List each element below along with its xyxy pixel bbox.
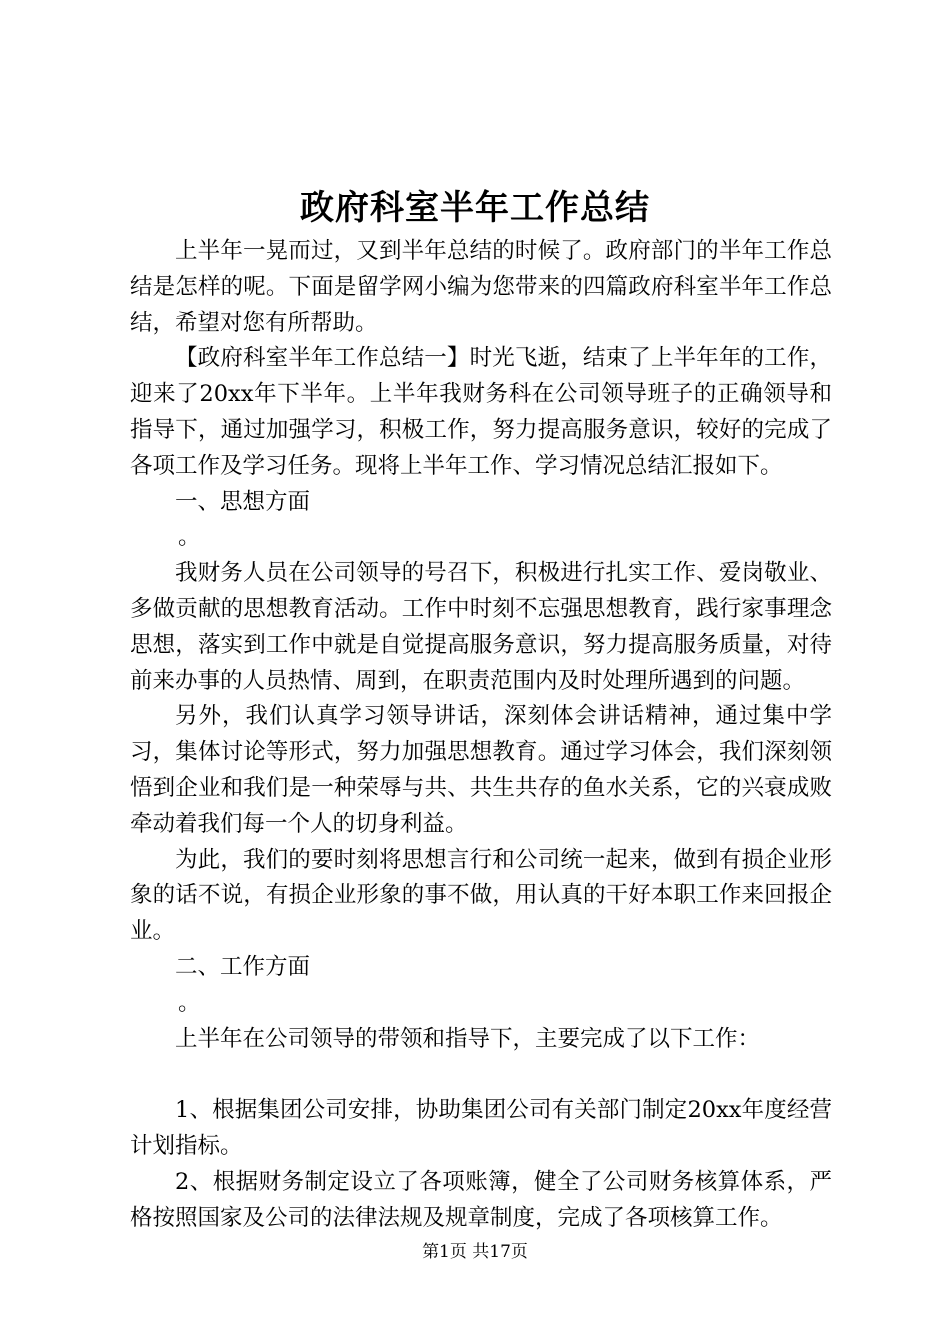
page-footer: 第1页 共17页 bbox=[422, 1242, 528, 1262]
paragraph-work-item-1: 1、根据集团公司安排，协助集团公司有关部门制定20xx年度经营计划指标。 bbox=[130, 1097, 832, 1159]
section-heading-work: 二、工作方面 bbox=[175, 953, 311, 980]
paragraph-thought-2: 另外，我们认真学习领导讲话，深刻体会讲话精神，通过集中学习，集体讨论等形式，努力加强思想教育。通过学习体会，我们深刻领悟到企业和我们是一种荣辱与共、共生共存的鱼水关系，它的兴衰成败牵动着我们每一个人的切身利益。 bbox=[130, 703, 832, 837]
paragraph-summary-one: 【政府科室半年工作总结一】时光飞逝，结束了上半年年的工作，迎来了20xx年下半年。上半年我财务科在公司领导班子的正确领导和指导下，通过加强学习，积极工作，努力提高服务意识，较好的完成了各项工作及学习任务。现将上半年工作、学习情况总结汇报如下。 bbox=[130, 345, 832, 479]
paragraph-thought-1: 我财务人员在公司领导的号召下，积极进行扎实工作、爱岗敬业、多做贡献的思想教育活动。工作中时刻不忘强思想教育，践行家事理念思想，落实到工作中就是自觉提高服务意识，努力提高服务质量，对待前来办事的人员热情、周到，在职责范围内及时处理所遇到的问题。 bbox=[130, 560, 832, 694]
document-body bbox=[130, 234, 832, 1236]
paragraph-work-item-2: 2、根据财务制定设立了各项账簿，健全了公司财务核算体系，严格按照国家及公司的法律法规及规章制度，完成了各项核算工作。 bbox=[130, 1168, 832, 1231]
paragraph-work-intro: 上半年在公司领导的带领和指导下，主要完成了以下工作： bbox=[175, 1025, 761, 1052]
document-title: 政府科室半年工作总结 bbox=[300, 188, 650, 228]
paragraph-thought-3: 为此，我们的要时刻将思想言行和公司统一起来，做到有损企业形象的话不说，有损企业形象的事不做，用认真的干好本职工作来回报企业。 bbox=[130, 846, 832, 945]
section-heading-thought: 一、思想方面 bbox=[175, 488, 311, 515]
blank-line bbox=[130, 1057, 832, 1093]
section-marker: 。 bbox=[178, 524, 201, 551]
paragraph-intro: 上半年一晃而过，又到半年总结的时候了。政府部门的半年工作总结是怎样的呢。下面是留学网小编为您带来的四篇政府科室半年工作总结，希望对您有所帮助。 bbox=[130, 238, 832, 336]
section-marker: 。 bbox=[178, 989, 201, 1016]
